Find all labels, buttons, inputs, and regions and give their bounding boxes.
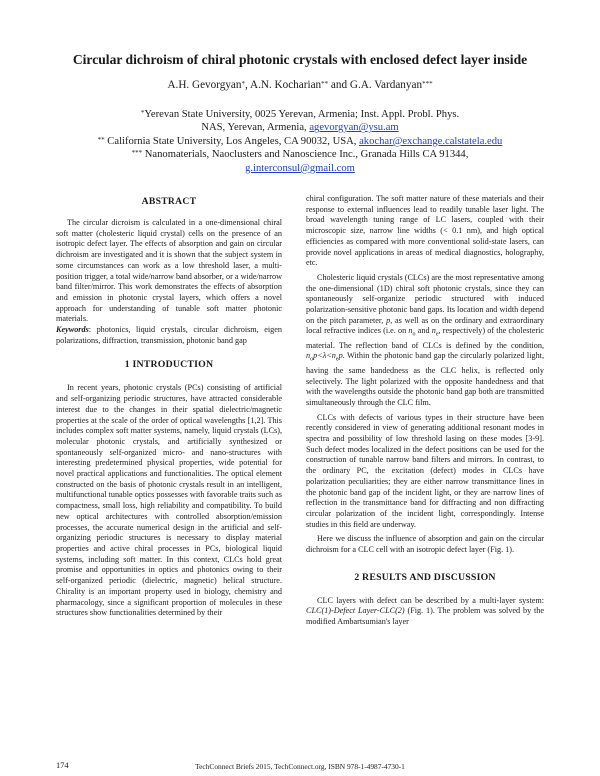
math-var: n [431, 326, 436, 336]
text-run: Cholesteric liquid crystals (CLCs) are the most representative among the one-dimensional (1D) chiral soft photonic crystals, since they can spontaneously self-organize periodic structured with induced polarization-sensitive photonic band gaps. Its location and width depend on the pitch parameter, [306, 272, 544, 325]
affiliations [60, 108, 540, 175]
affiliation-line [60, 148, 540, 161]
affiliation-mark: * [140, 109, 145, 117]
affiliation-line [60, 121, 540, 134]
keywords-label: Keywords [56, 325, 89, 335]
math-var: n [306, 351, 311, 361]
keywords-text: : photonics, liquid crystals, circular dichroism, eigen polarizations, diffraction, transmission, photonic band gap [56, 325, 282, 345]
author-mark: * [241, 80, 245, 88]
abstract-text: The circular dicroism is calculated in a one-dimensional chiral soft matter (cholesteric liquid crystal) cells on the presence of an isotropic defect layer. The effects of absorption and gain on circular dichroism are investigated and it is shown that the subject system in some circumstances can work as a low threshold laser, a multi-position trigger, a total wide/narrow band absorber, or a wide/narrow band filter/mirror. This work demonstrates the effects of absorption and emission in photonic crystal layers, which offers a novel approach for understanding of tunable soft matter photonic materials. [56, 218, 282, 324]
affiliation-text: Yerevan State University, 0025 Yerevan, Armenia; Inst. Appl. Probl. Phys. [144, 109, 460, 120]
math-sub: o [412, 332, 416, 339]
section-heading-introduction: 1 INTRODUCTION [124, 359, 214, 371]
right-column [306, 194, 544, 628]
math-sub: e [435, 332, 439, 339]
paragraph [306, 273, 544, 409]
math-var: p [386, 315, 391, 325]
paper-title: Circular dichroism of chiral photonic crystals with enclosed defect layer inside [72, 52, 528, 67]
math-sub: e [335, 357, 339, 364]
intro-paragraph: In recent years, photonic crystals (PCs) consisting of artificial and self-organizing periodic structures, have attracted considerable interest due to the changes in their spatial dielectric/magnetic properties at the scale of the order of optical wavelengths [1,2]. This includes complex soft matter systems, namely, liquid crystals (LCs), molecular photonic crystals, and artificially synthesized or spontaneously self-organized micro- and nano-structures with interesting predetermined physical properties, wide potential for novel practical applications and functionalities. The optical element constructed on the basis of photonic crystals result in an intelligent, multifunctional tunable optics possesses with favorable traits such as compactness, small loss, high reliability and compatibility. To build new optical architectures with controlled absorption/emission processes, the accurate numerical design in the artificial and self-organizing periodic structures is necessary to display material properties and active chiral processes in PCs, biological liquid systems, including soft matter. In this context, CLCs hold great promise and opportunities in optics and photonics owing to their self-organized periodic (dielectric, magnetic) helical structure. Chirality is an important property used in biology, chemistry and pharmacology, since a significant proportion of molecules in these structures show functionalities determined by their [56, 383, 282, 618]
math-var: p [338, 351, 343, 361]
text-run: , respectively) of the cholesteric material. The reflection band of CLCs is defined by the condition, [306, 326, 544, 350]
email-link[interactable]: akochar@exchange.calstatela.edu [359, 135, 503, 147]
author-name: A.N. Kocharian [249, 79, 322, 91]
affiliation-text: California State University, Los Angeles, CA 90032, USA, [107, 135, 360, 147]
math-var: n [408, 326, 413, 336]
affiliation-line [60, 162, 540, 175]
affiliation-text: Nanomaterials, Naoclusters and Nanoscience Inc., Granada Hills CA 91344, [144, 149, 469, 161]
email-link[interactable]: g.interconsul@gmail.com [245, 162, 355, 174]
left-column [56, 196, 282, 619]
affiliation-line [60, 108, 540, 121]
abstract-heading: ABSTRACT [141, 196, 197, 207]
author-mark: ** [321, 80, 329, 88]
text-run: and [415, 326, 432, 336]
text-run-italic: CLC(1)-Defect Layer-CLC(2) [306, 606, 405, 616]
text-run: (Fig. 1). The problem was solved by the modified Ambartsumian's layer [306, 606, 544, 627]
section-heading-results: 2 RESULTS AND DISCUSSION [354, 571, 496, 583]
affiliation-mark: *** [131, 149, 143, 158]
math-expr: p<λ<n [313, 351, 336, 361]
keywords [56, 325, 282, 346]
paragraph: chiral configuration. The soft matter nature of these materials and their response to external influences lead to readily tunable laser light. The broad wavelength tuning range of LC lasers, coupled with their microscopic size, narrow line widths (< 0.1 nm), and high optical efficiencies as compared with more conventional solid-state lasers, can provide novel applications in areas of medical diagnostics, holography, etc. [306, 194, 544, 268]
author-list [40, 78, 560, 92]
footer-source: TechConnect Briefs 2015, TechConnect.org, ISBN 978-1-4987-4730-1 [195, 762, 405, 771]
page-number: 174 [56, 761, 69, 770]
paragraph [306, 596, 544, 628]
text-run: . Within the photonic band gap the circularly polarized light, having the same handedness as the CLC helix, is reflected only selectively. The light polarized with the opposite handedness and that with the wavelengths outside the photonic band gap both are transmitted simultaneously through the CLC film. [306, 351, 544, 407]
affiliation-text: NAS, Yerevan, Armenia, [201, 122, 310, 134]
affiliation-line [60, 135, 540, 148]
author-name: G.A. Vardanyan [349, 79, 423, 91]
affiliation-mark: ** [97, 135, 105, 144]
author-separator: , [245, 79, 250, 91]
math-sub: o [310, 357, 314, 364]
author-mark: *** [422, 80, 433, 88]
paragraph: CLCs with defects of various types in their structure have been recently considered in view of generating additional resonant modes in spectra and possibility of low threshold lasing on these modes [3-9]. Such defect modes localized in the defect positions can be used for the construction of tunable narrow band filters and mirrors. In contrast, to the ordinary PC, the excitation (defect) modes in CLCs have polarization peculiarities; they are either narrow transmittance lines in the photonic band gap of the incident light, or they are narrow lines of reflection in the transmittance band for diffracting and non diffracting circular polarization of the incident light, correspondingly. Intense studies in this field are underway. [306, 412, 544, 529]
text-run: , as well as on the ordinary and extraordinary local refractive indices (i.e. on [306, 315, 544, 336]
author-name: A.H. Gevorgyan [167, 79, 242, 91]
email-link[interactable]: agevorgyan@ysu.am [309, 122, 399, 134]
paragraph: Here we discuss the influence of absorption and gain on the circular dichroism for a CLC cell with an isotropic defect layer (Fig. 1). [306, 534, 544, 555]
author-separator: and [328, 79, 350, 91]
text-run: CLC layers with defect can be described by a multi-layer system: [317, 595, 544, 605]
